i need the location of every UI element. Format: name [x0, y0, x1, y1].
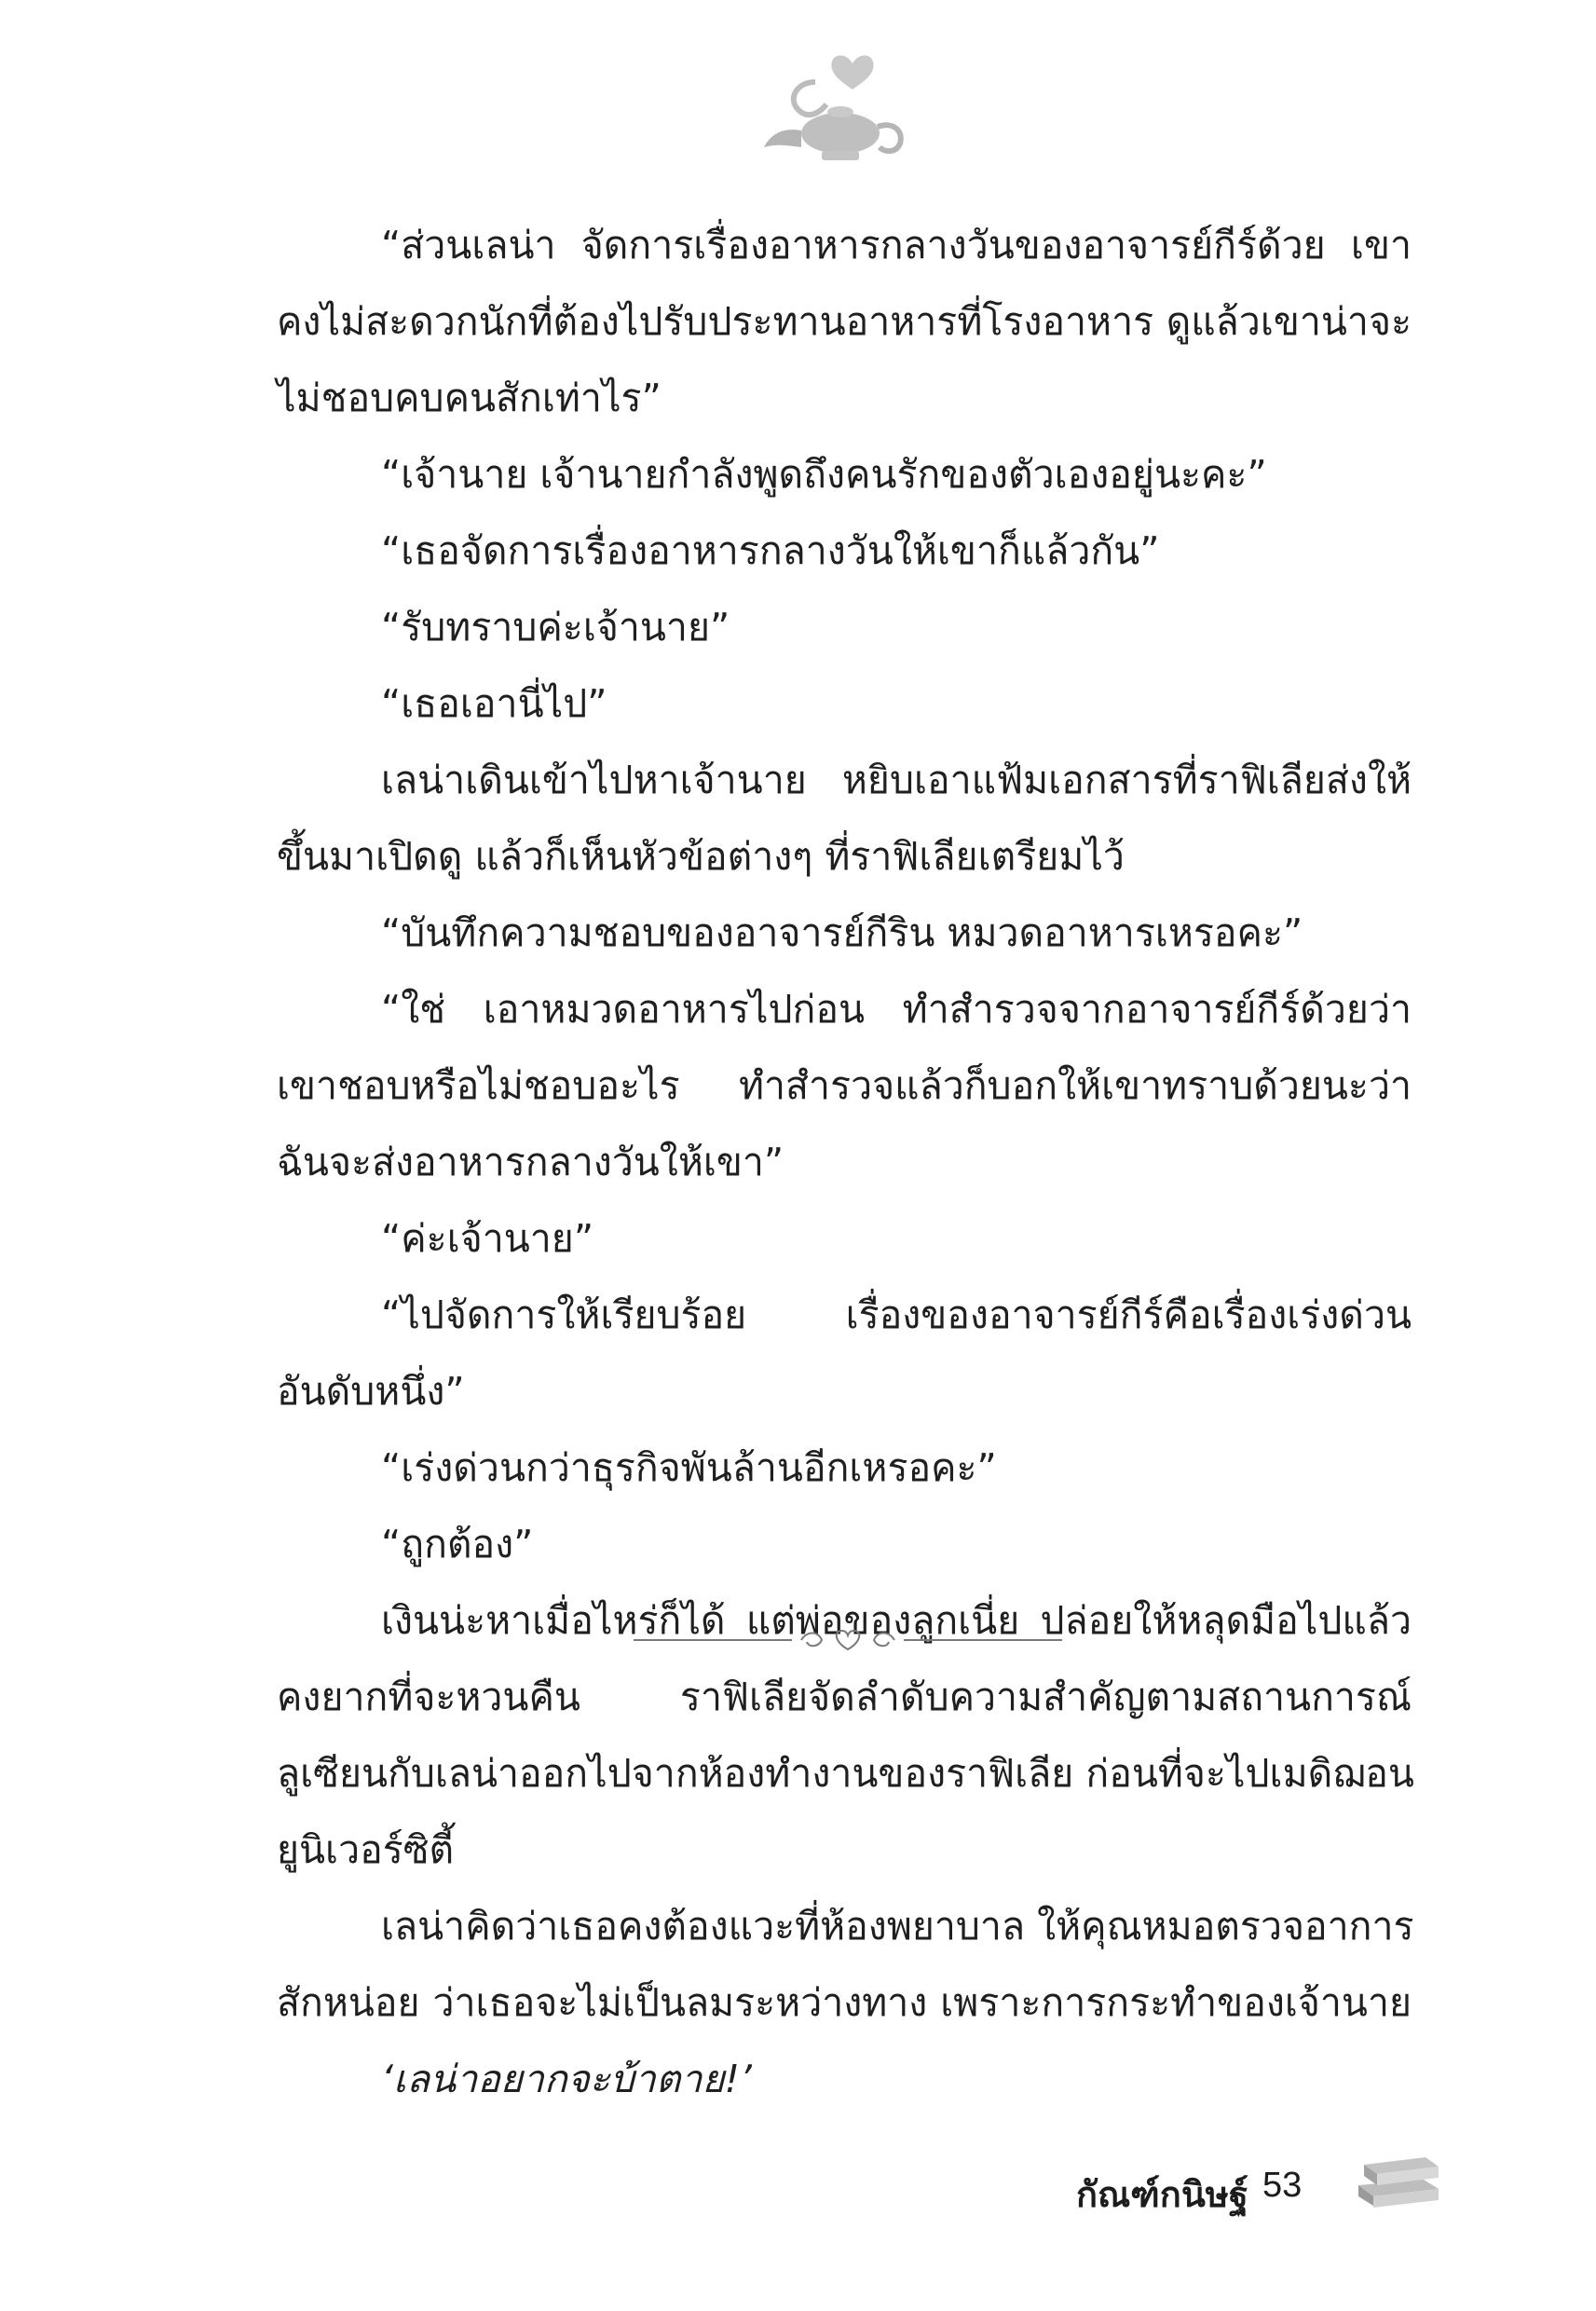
text-line: เลน่าเดินเข้าไปหาเจ้านาย หยิบเอาแฟ้มเอกสารที่ราฟิเลียส่งให้ [381, 758, 1412, 802]
page-number: 53 [1262, 2166, 1303, 2205]
book-title: กัณฑ์กนิษฐ์ [1076, 2174, 1248, 2215]
text-line: อันดับหนึ่ง” [277, 1369, 465, 1414]
text-line: “เธอเอานี่ไป” [381, 681, 607, 726]
text-line: เขาชอบหรือไม่ชอบอะไร ทำสำรวจแล้วก็บอกให้เขาทราบด้วยนะว่า [277, 1063, 1412, 1108]
text-line: “ถูกต้อง” [381, 1522, 534, 1566]
text-line: ขึ้นมาเปิดดู แล้วก็เห็นหัวข้อต่างๆ ที่ราฟิเลียเตรียมไว้ [277, 834, 1125, 879]
text-line: “รับทราบค่ะเจ้านาย” [381, 605, 730, 650]
book-stack-icon [1351, 2139, 1444, 2213]
text-line: “ใช่ เอาหมวดอาหารไปก่อน ทำสำรวจจากอาจารย์กีร์ด้วยว่า [381, 987, 1412, 1032]
text-line: “ส่วนเลน่า จัดการเรื่องอาหารกลางวันของอาจารย์กีร์ด้วย เขา [381, 223, 1412, 267]
text-line: ฉันจะส่งอาหารกลางวันให้เขา” [277, 1140, 784, 1184]
story-text [277, 207, 1412, 2117]
text-line: “บันทึกความชอบของอาจารย์กีริน หมวดอาหารเหรอคะ” [381, 910, 1303, 955]
text-line: “เธอจัดการเรื่องอาหารกลางวันให้เขาก็แล้วกัน” [381, 528, 1160, 573]
text-line: เงินน่ะหาเมื่อไหร่ก็ได้ แต่พ่อของลูกเนี่ย ปล่อยให้หลุดมือไปแล้ว [381, 1598, 1412, 1643]
italic-thought-line: ‘เลน่าอยากจะบ้าตาย!’ [381, 2057, 752, 2101]
text-line: “ไปจัดการให้เรียบร้อย เรื่องของอาจารย์กีร์คือเรื่องเร่งด่วน [381, 1292, 1412, 1337]
text-line: คงไม่สะดวกนักที่ต้องไปรับประทานอาหารที่โรงอาหาร ดูแล้วเขาน่าจะ [277, 299, 1412, 344]
genie-lamp-ornament-icon [764, 45, 913, 175]
text-line: “ค่ะเจ้านาย” [381, 1216, 594, 1261]
text-line: ลูเซียนกับเลน่าออกไปจากห้องทำงานของราฟิเลีย ก่อนที่จะไปเมดิฌอน [277, 1751, 1414, 1796]
text-line: “เจ้านาย เจ้านายกำลังพูดถึงคนรักของตัวเองอยู่นะคะ” [381, 452, 1267, 497]
text-line: สักหน่อย ว่าเธอจะไม่เป็นลมระหว่างทาง เพราะการกระทำของเจ้านาย [277, 1980, 1412, 2025]
text-line: ยูนิเวอร์ซิตี้ [277, 1827, 455, 1872]
text-line: คงยากที่จะหวนคืน ราฟิเลียจัดลำดับความสำคัญตามสถานการณ์ [277, 1675, 1412, 1719]
scroll-divider-ornament [634, 1621, 1062, 1659]
text-line: ไม่ชอบคบคนสักเท่าไร” [277, 376, 662, 420]
text-line: เลน่าคิดว่าเธอคงต้องแวะที่ห้องพยาบาล ให้คุณหมอตรวจอาการ [381, 1904, 1414, 1949]
text-line: “เร่งด่วนกว่าธุรกิจพันล้านอีกเหรอคะ” [381, 1445, 997, 1490]
